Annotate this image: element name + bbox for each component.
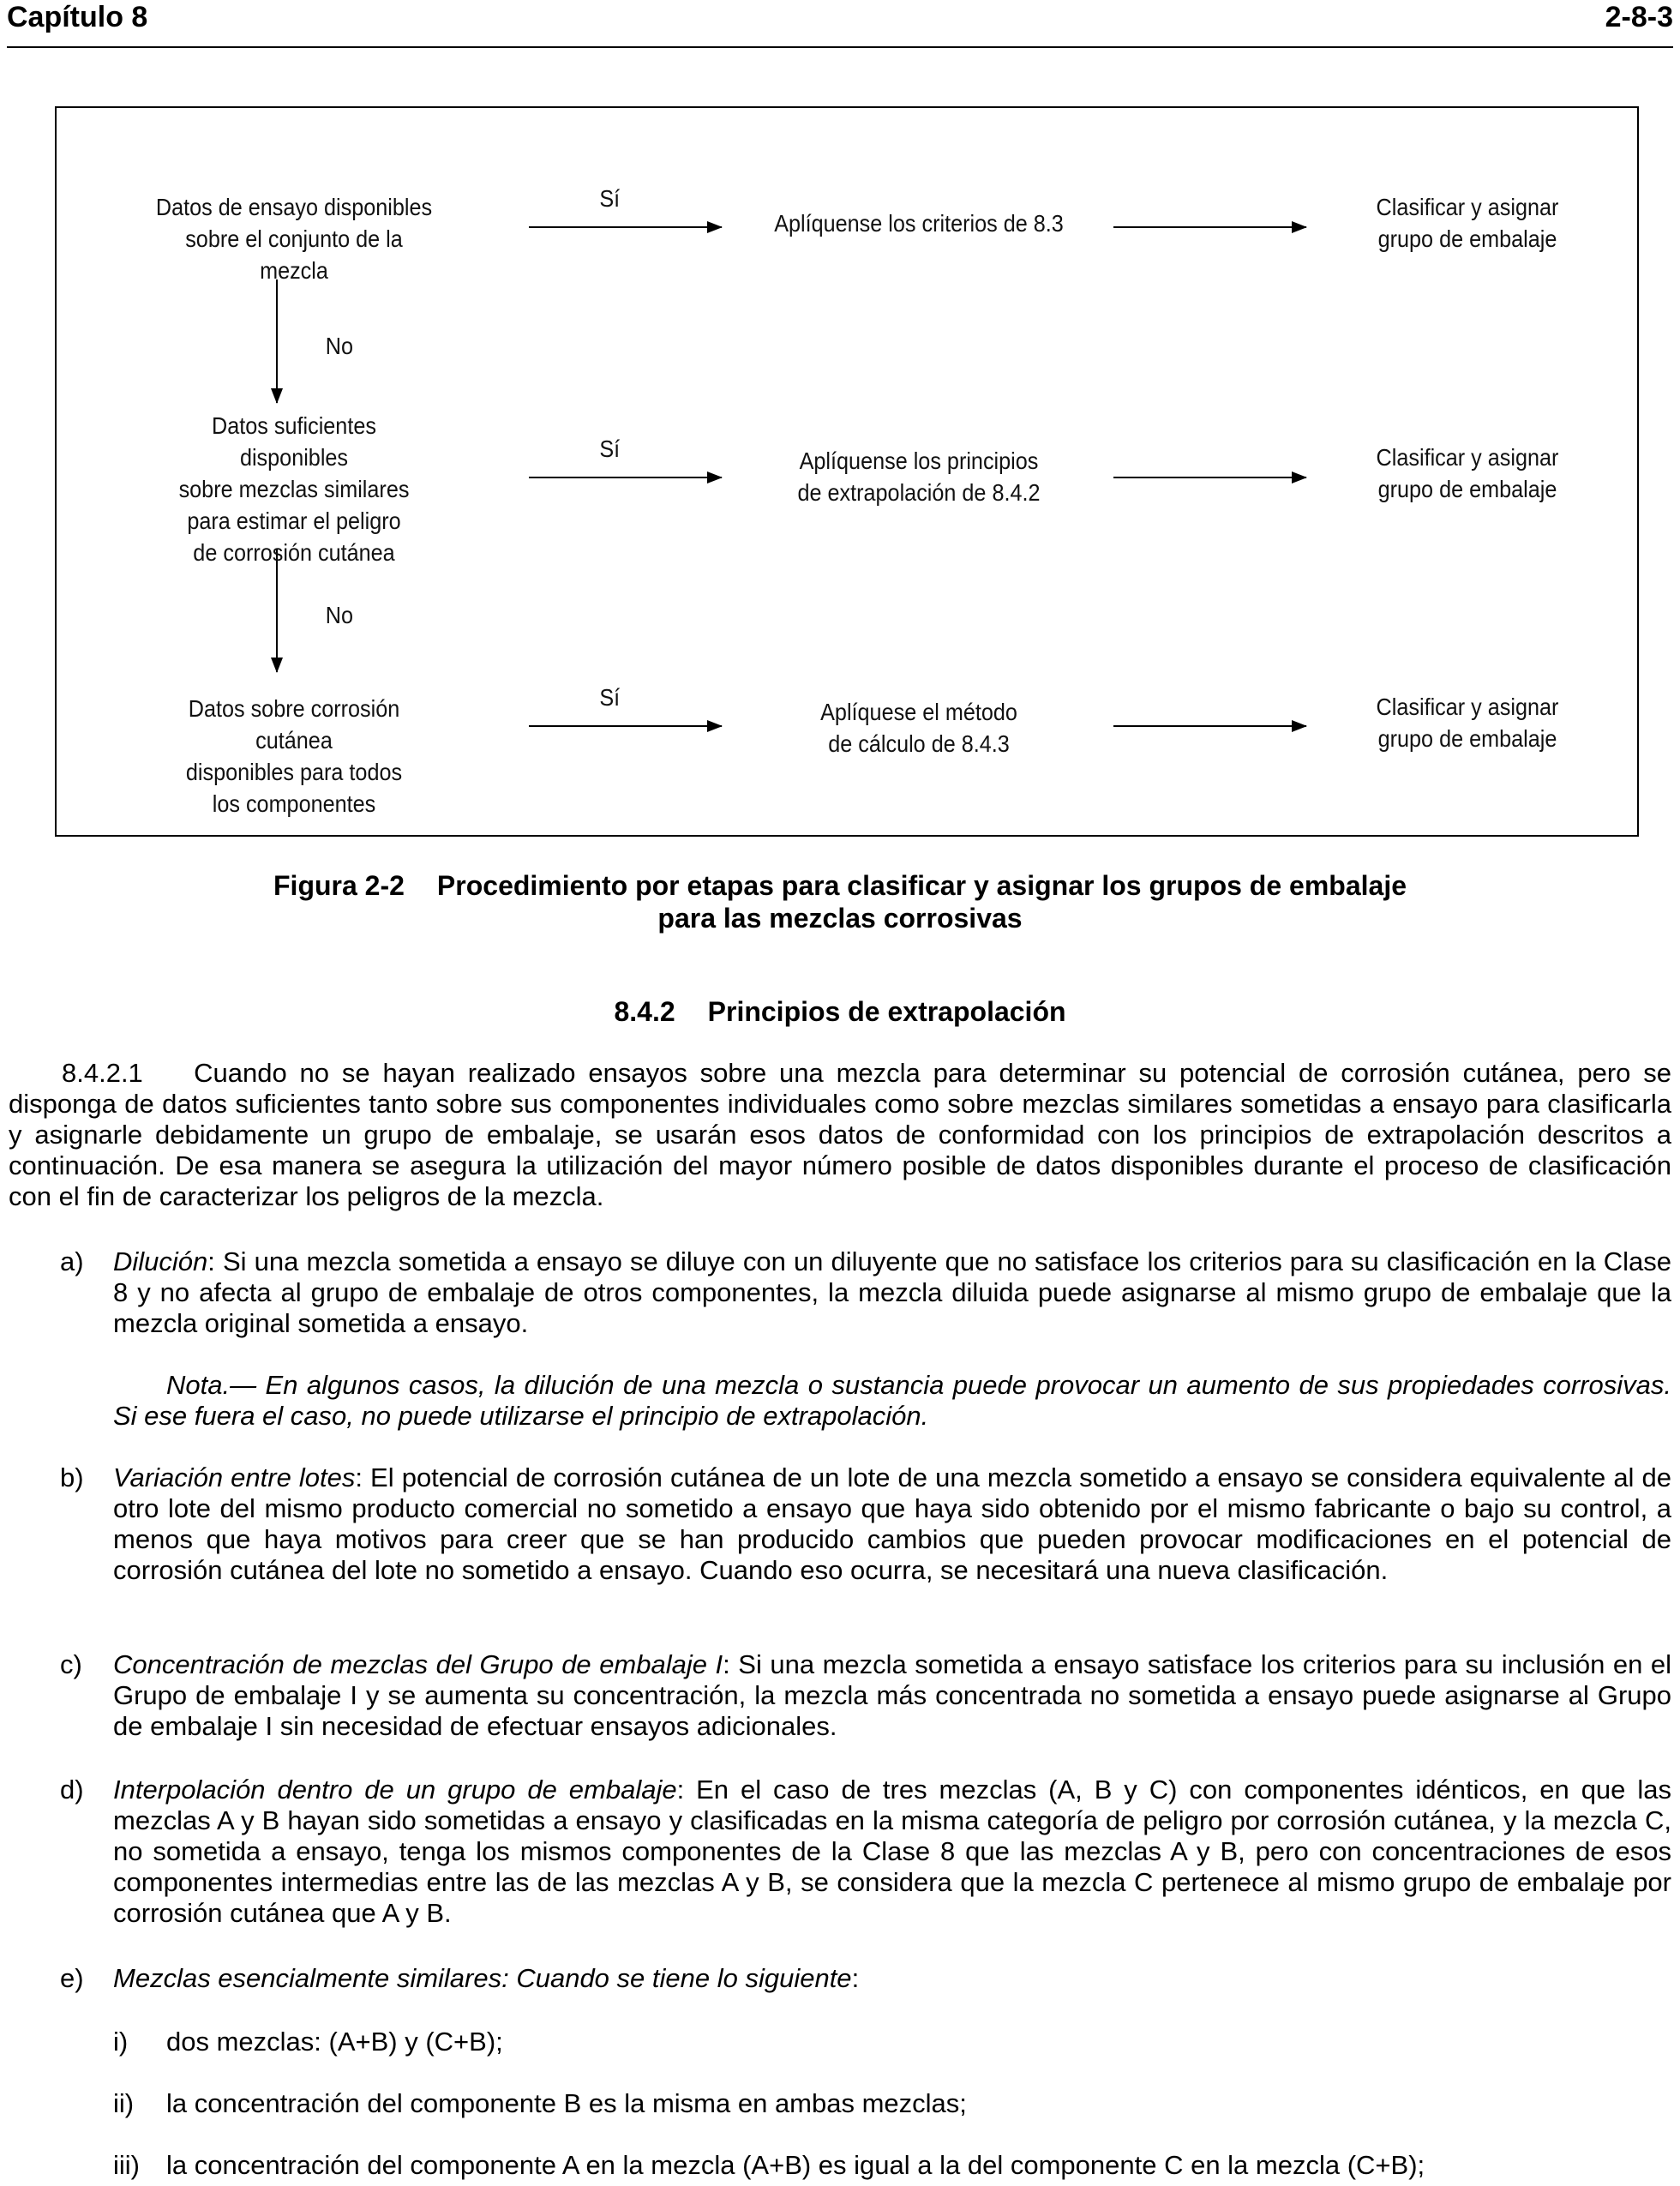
- item-text: : El potencial de corrosión cutánea de un lote de una mezcla sometido a ensayo se considera equivalente al de otro lote del mismo producto comercial no sometido a ensayo que haya sido obtenido por el mismo fabricante o bajo su control, a menos que haya motivos para creer que se han producido cambios que pueden provocar modificaciones en el potencial de corrosión cutánea del lote no sometido a ensayo. Cuando eso ocurra, se necesitará una nueva clasificación.: [113, 1462, 1671, 1585]
- result-row1: Clasificar y asignar grupo de embalaje: [1376, 194, 1559, 252]
- chapter-title: Capítulo 8: [7, 1, 148, 33]
- action-row2: Aplíquense los principios de extrapolación de 8.4.2: [797, 447, 1041, 506]
- item-term: Interpolación dentro de un grupo de embalaje: [113, 1775, 677, 1805]
- list-item-e: [60, 1963, 1671, 1994]
- figure-number: Figura 2-2: [273, 870, 405, 901]
- yes-label-row3: Sí: [599, 684, 621, 711]
- page-number: 2-8-3: [1605, 1, 1673, 33]
- item-text: :: [851, 1963, 860, 1993]
- sub-item-i: [113, 2027, 1671, 2057]
- sub-marker: ii): [113, 2088, 135, 2118]
- result-row3: Clasificar y asignar grupo de embalaje: [1376, 694, 1559, 752]
- item-text: : Si una mezcla sometida a ensayo satisface los criterios para su inclusión en el Grupo de embalaje I y se aumenta su concentración, la mezcla más concentrada no sometida a ensayo puede asignarse al Grupo de embalaje I sin necesidad de efectuar ensayos adicionales.: [113, 1649, 1671, 1741]
- flowchart: [55, 106, 1639, 837]
- figure-title-line2: para las mezclas corrosivas: [657, 903, 1023, 934]
- no-label-row1: No: [325, 333, 354, 359]
- action-row1: Aplíquense los criterios de 8.3: [774, 210, 1064, 237]
- condition-row2: Datos suficientes disponibles sobre mezclas similares para estimar el peligro de corrosión cutánea: [178, 412, 410, 566]
- item-term: Concentración de mezclas del Grupo de embalaje I: [113, 1649, 723, 1679]
- item-term: Mezclas esencialmente similares: Cuando se tiene lo siguiente: [113, 1963, 852, 1993]
- no-label-row2: No: [325, 602, 354, 628]
- note-text: Nota.— En algunos casos, la dilución de una mezcla o sustancia puede provocar un aumento de sus propiedades corrosivas. Si ese fuera el caso, no puede utilizarse el principio de extrapolación.: [113, 1370, 1671, 1431]
- yes-label-row2: Sí: [599, 435, 621, 462]
- list-marker: c): [60, 1649, 82, 1679]
- sub-item-text: la concentración del componente B es la misma en ambas mezclas;: [166, 2088, 967, 2118]
- figure-caption: [0, 869, 1680, 934]
- section-number: 8.4.2: [614, 996, 675, 1027]
- item-text: : En el caso de tres mezclas (A, B y C) con componentes idénticos, en que las mezclas A y B hayan sido sometidas a ensayo y clasificadas en la misma categoría de peligro por corrosión cutánea, y la mezcla C, no sometida a ensayo, tenga los mismos componentes de la Clase 8 que las mezclas A y B, pero con concentraciones de esos componentes intermedias entre las de las mezclas A y B, se considera que la mezcla C pertenece al mismo grupo de embalaje por corrosión cutánea que A y B.: [113, 1775, 1671, 1928]
- list-item-c: [60, 1649, 1671, 1742]
- list-item-d: [60, 1775, 1671, 1929]
- condition-row3: Datos sobre corrosión cutánea disponibles para todos los componentes: [185, 695, 403, 817]
- sub-item-text: la concentración del componente A en la mezcla (A+B) es igual a la del componente C en la mezcla (C+B);: [166, 2150, 1425, 2180]
- figure-title-line1: Procedimiento por etapas para clasificar y asignar los grupos de embalaje: [436, 870, 1407, 901]
- condition-row1: Datos de ensayo disponibles sobre el conjunto de la mezcla: [155, 194, 433, 284]
- list-item-b: [60, 1462, 1671, 1586]
- list-item-a: [60, 1246, 1671, 1339]
- sub-item-iii: [113, 2150, 1671, 2181]
- list-marker: a): [60, 1246, 84, 1276]
- sub-item-ii: [113, 2088, 1671, 2119]
- yes-label-row1: Sí: [599, 185, 621, 212]
- item-text: : Si una mezcla sometida a ensayo se diluye con un diluyente que no satisface los criterios para su clasificación en la Clase 8 y no afecta al grupo de embalaje de otros componentes, la mezcla diluida puede asignarse al mismo grupo de embalaje que la mezcla original sometida a ensayo.: [113, 1246, 1671, 1338]
- note: [113, 1370, 1671, 1432]
- list-marker: b): [60, 1462, 84, 1492]
- figure-caption-line1: [0, 869, 1680, 902]
- section-title: Principios de extrapolación: [707, 996, 1066, 1027]
- sub-marker: iii): [113, 2150, 140, 2180]
- list-marker: d): [60, 1775, 84, 1805]
- paragraph-text: Cuando no se hayan realizado ensayos sobre una mezcla para determinar su potencial de corrosión cutánea, pero se disponga de datos suficientes tanto sobre sus componentes individuales como sobre mezclas similares sometidas a ensayo para clasificarla y asignarle debidamente un grupo de embalaje, se usarán esos datos de conformidad con los principios de extrapolación descritos a continuación. De esa manera se asegura la utilización del mayor número posible de datos disponibles durante el proceso de clasificación con el fin de caracterizar los peligros de la mezcla.: [9, 1058, 1671, 1211]
- action-row3: Aplíquese el método de cálculo de 8.4.3: [820, 699, 1017, 757]
- page-header: [7, 0, 1673, 48]
- sub-item-text: dos mezclas: (A+B) y (C+B);: [166, 2027, 503, 2057]
- paragraph-number: 8.4.2.1: [62, 1058, 143, 1088]
- item-term: Variación entre lotes: [113, 1462, 356, 1492]
- paragraph-8421: [9, 1058, 1671, 1212]
- sub-marker: i): [113, 2027, 129, 2057]
- section-heading: [0, 995, 1680, 1028]
- item-term: Dilución: [113, 1246, 208, 1276]
- list-marker: e): [60, 1963, 84, 1993]
- result-row2: Clasificar y asignar grupo de embalaje: [1376, 444, 1559, 502]
